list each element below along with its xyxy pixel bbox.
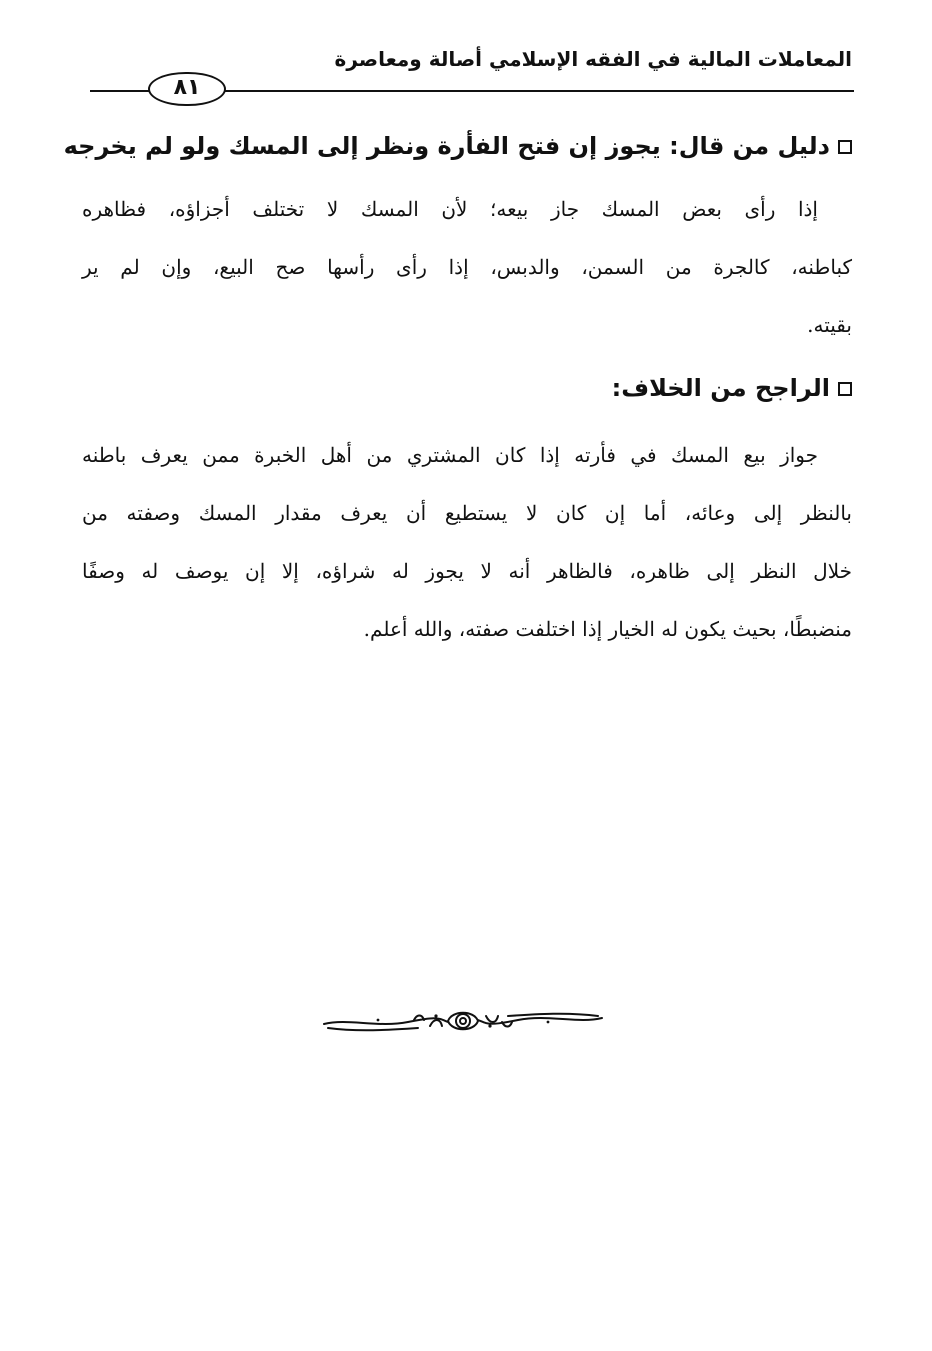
paragraph-line: بالنظر إلى وعائه، أما إن كان لا يستطيع أن يعرف مقدار المسك وصفته من bbox=[82, 501, 852, 525]
header-rule-left bbox=[90, 90, 152, 92]
paragraph-line: خلال النظر إلى ظاهره، فالظاهر أنه لا يجوز له شراؤه، إلا إن يوصف له وصفًا bbox=[82, 559, 852, 583]
section-heading-preferred-opinion bbox=[92, 370, 852, 406]
paragraph-line: بقيته. bbox=[807, 313, 852, 337]
paragraph-line: كباطنه، كالجرة من السمن، والدبس، إذا رأى رأسها صح البيع، وإن لم ير bbox=[82, 255, 852, 279]
heading-text: الراجح من الخلاف: bbox=[611, 374, 830, 402]
header-rule-right bbox=[224, 90, 854, 92]
decorative-divider-ornament bbox=[318, 1004, 608, 1038]
paragraph-preferred-opinion bbox=[82, 426, 852, 658]
paragraph-evidence bbox=[82, 180, 852, 354]
heading-text: دليل من قال: يجوز إن فتح الفأرة ونظر إلى المسك ولو لم يخرجه bbox=[63, 132, 830, 160]
paragraph-line: إذا رأى بعض المسك جاز بيعه؛ لأن المسك لا تختلف أجزاؤه، فظاهره bbox=[82, 197, 818, 221]
running-title: المعاملات المالية في الفقه الإسلامي أصالة ومعاصرة bbox=[334, 47, 852, 71]
section-heading-evidence bbox=[63, 128, 852, 164]
paragraph-line: جواز بيع المسك في فأرته إذا كان المشتري من أهل الخبرة ممن يعرف باطنه bbox=[82, 443, 818, 467]
checkbox-square-icon bbox=[838, 140, 852, 154]
page-number: ٨١ bbox=[148, 72, 226, 106]
paragraph-line: منضبطًا، بحيث يكون له الخيار إذا اختلفت صفته، والله أعلم. bbox=[363, 617, 852, 641]
checkbox-square-icon bbox=[838, 382, 852, 396]
